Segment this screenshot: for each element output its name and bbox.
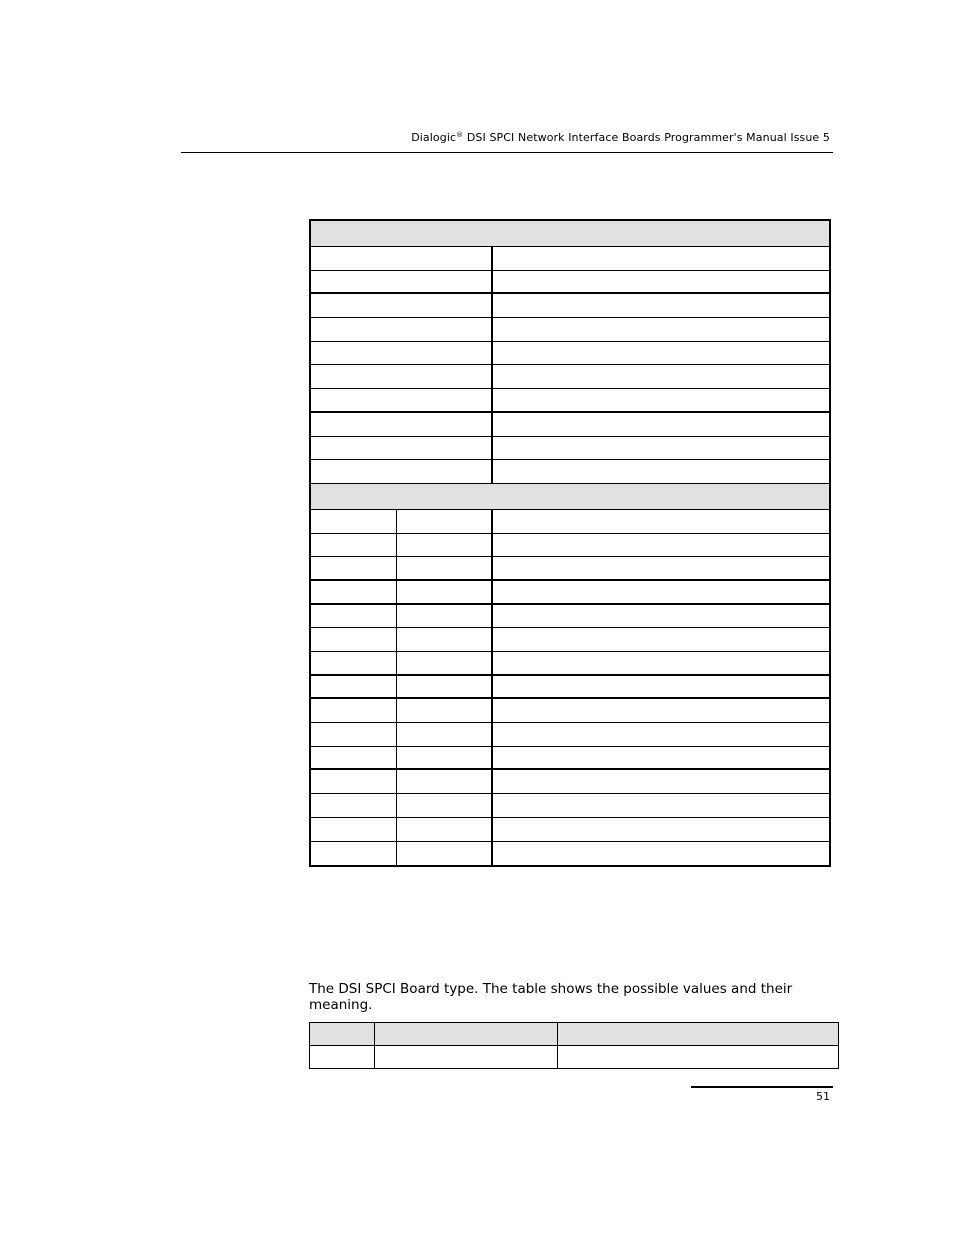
table-row: [311, 676, 829, 700]
table-row: [311, 605, 829, 629]
table-row: [311, 271, 829, 295]
table-row: [311, 510, 829, 534]
table-row: [311, 413, 829, 437]
running-header: [411, 131, 830, 144]
table-subheader-row: [311, 484, 829, 510]
page-number: 51: [816, 1090, 830, 1103]
table-row: [311, 723, 829, 747]
table-row: [311, 437, 829, 461]
table-row: [311, 770, 829, 794]
table-row: [311, 365, 829, 389]
table-row: [311, 747, 829, 771]
table-row: [311, 294, 829, 318]
footer-rule: [691, 1086, 833, 1088]
table-row: [311, 557, 829, 581]
table-row: [311, 247, 829, 271]
board-type-description: The DSI SPCI Board type. The table shows the possible values and their meaning.: [309, 981, 793, 1013]
header-rule: [181, 152, 833, 153]
table-row: [311, 534, 829, 558]
table-row: [311, 699, 829, 723]
table-row: [311, 628, 829, 652]
table-row: [311, 581, 829, 605]
table-row: [311, 818, 829, 842]
table-header-row: [310, 1023, 838, 1046]
table-row: [311, 342, 829, 366]
table-row: [311, 842, 829, 866]
table-header-row: [311, 221, 829, 247]
table-row: [310, 1046, 838, 1068]
table-row: [311, 389, 829, 413]
registered-mark: ®: [456, 131, 464, 139]
header-brand: Dialogic: [411, 131, 457, 144]
table-row: [311, 460, 829, 484]
table-row: [311, 318, 829, 342]
table-row: [311, 794, 829, 818]
board-type-table: [309, 1022, 839, 1069]
header-title: DSI SPCI Network Interface Boards Programmer's Manual Issue 5: [463, 131, 830, 144]
message-format-table: [309, 219, 831, 867]
table-row: [311, 652, 829, 676]
